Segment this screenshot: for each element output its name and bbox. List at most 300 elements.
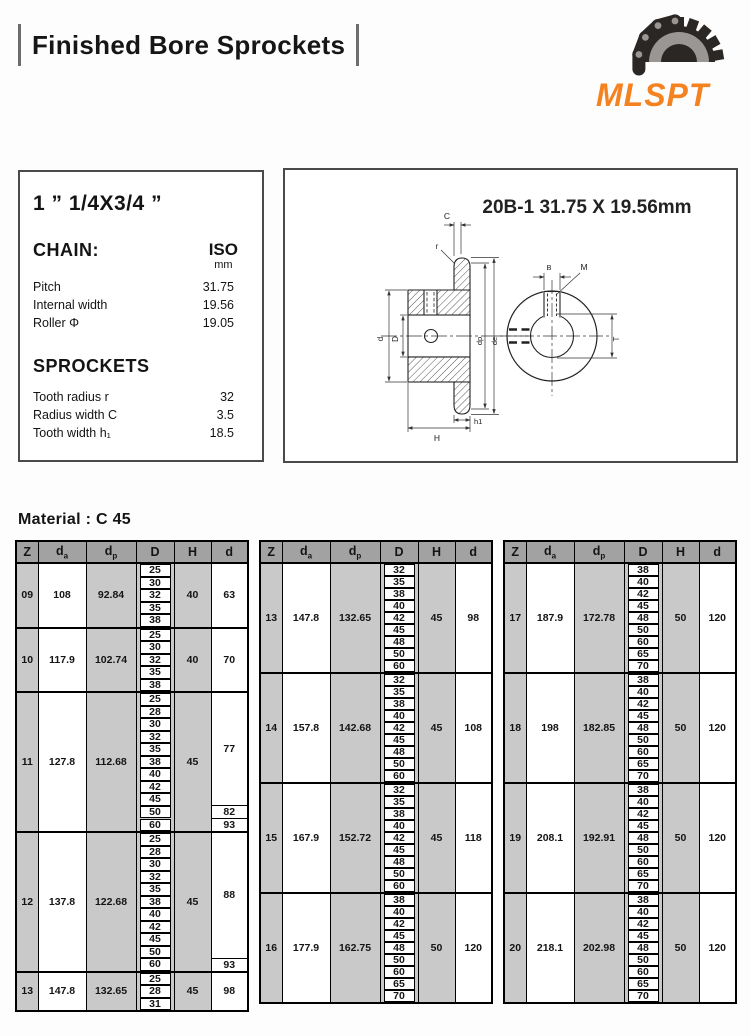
bore-value: 32 [140,654,171,667]
bore-cell [136,628,174,642]
da-cell: 177.9 [282,893,330,1003]
bore-value: 50 [384,758,415,770]
z-cell: 15 [260,783,282,893]
spec-row [33,279,262,296]
bore-cell [380,868,418,880]
dim-label-B: B [546,263,552,272]
bore-cell [624,624,662,636]
bore-cell [624,966,662,978]
bore-cell [380,930,418,942]
h-cell: 45 [174,972,211,1012]
bore-value: 45 [628,600,659,612]
z-cell: 12 [16,832,38,972]
da-cell: 167.9 [282,783,330,893]
d-cell: 120 [699,893,736,1003]
bore-value: 38 [628,564,659,576]
bore-value: 42 [628,808,659,820]
bore-value: 45 [140,933,171,946]
dim-label-h1: h1 [474,417,483,426]
bore-cell [624,673,662,686]
dp-cell: 132.65 [330,563,380,673]
dp-cell: 122.68 [86,832,136,972]
da-cell: 137.8 [38,832,86,972]
bore-cell [136,908,174,921]
bore-value: 28 [140,846,171,859]
bore-value: 45 [628,710,659,722]
bore-cell [136,896,174,909]
bore-cell [624,698,662,710]
col-header-z: Z [504,541,526,563]
dp-cell: 202.98 [574,893,624,1003]
spec-value: 31.75 [202,280,234,294]
bore-value: 42 [628,588,659,600]
bore-value: 50 [384,954,415,966]
bore-cell [380,563,418,576]
bore-cell [136,654,174,667]
bore-cell [136,933,174,946]
bore-value: 45 [384,844,415,856]
bore-cell [624,820,662,832]
spec-label: Pitch [33,280,61,294]
bore-cell [624,648,662,660]
bore-value: 48 [384,636,415,648]
d-cell: 98 [455,563,492,673]
bore-cell [624,990,662,1003]
spec-box [18,170,264,462]
bore-value: 38 [384,808,415,820]
bore-value: 48 [384,856,415,868]
col-header-dp: $d_p$ [86,541,136,563]
bore-cell [624,746,662,758]
d-cell: 93 [211,819,248,833]
bore-value: 50 [628,844,659,856]
bore-cell [380,612,418,624]
bore-cell [380,660,418,673]
spec-value: 3.5 [216,408,234,422]
bore-value: 38 [140,679,171,692]
sprocket-chain-icon [588,12,738,114]
bore-cell [380,906,418,918]
bore-value: 35 [140,883,171,896]
page-header [18,24,359,66]
bore-value: 25 [140,693,171,706]
bore-value: 28 [140,706,171,719]
bore-cell [380,734,418,746]
h-cell: 40 [174,563,211,628]
bore-value: 45 [384,624,415,636]
bore-cell [380,820,418,832]
bore-value: 32 [384,564,415,576]
col-header-z: Z [260,541,282,563]
dim-label-T: T [612,336,621,342]
sprocket-table-3 [503,540,737,1004]
col-header-d: d [211,541,248,563]
bore-cell [380,600,418,612]
bore-cell [624,880,662,893]
bore-value: 40 [384,906,415,918]
bore-value: 45 [628,820,659,832]
bore-value: 48 [628,612,659,624]
bore-value: 60 [384,880,415,892]
bore-cell [136,921,174,934]
da-cell: 198 [526,673,574,783]
bore-value: 25 [140,833,171,846]
h-cell: 40 [174,628,211,693]
bore-cell [624,930,662,942]
bore-cell [380,796,418,808]
z-cell: 18 [504,673,526,783]
bore-cell [624,600,662,612]
bore-value: 50 [628,734,659,746]
spec-row [33,425,262,442]
z-cell: 19 [504,783,526,893]
bore-value: 38 [384,588,415,600]
bore-value: 38 [140,896,171,909]
bore-value: 38 [628,894,659,906]
bore-value: 42 [384,722,415,734]
bore-cell [624,588,662,600]
bore-cell [624,844,662,856]
bore-cell [624,906,662,918]
bore-cell [380,698,418,710]
col-header-d: D [624,541,662,563]
h-cell: 45 [418,563,455,673]
da-cell: 147.8 [282,563,330,673]
z-cell: 14 [260,673,282,783]
bore-value: 25 [140,564,171,577]
bore-cell [136,846,174,859]
d-cell: 63 [211,563,248,628]
h-cell: 50 [418,893,455,1003]
d-cell: 120 [455,893,492,1003]
bore-cell [136,706,174,719]
bore-value: 30 [140,641,171,654]
bore-value: 70 [384,990,415,1002]
z-cell: 09 [16,563,38,628]
bore-value: 45 [628,930,659,942]
bore-cell [624,734,662,746]
bore-value: 38 [384,698,415,710]
sprocket-table-2 [259,540,493,1004]
bore-value: 50 [384,868,415,880]
bore-value: 40 [384,710,415,722]
bore-cell [624,660,662,673]
d-cell: 108 [455,673,492,783]
bore-value: 30 [140,718,171,731]
bore-value: 32 [384,784,415,796]
bore-value: 65 [628,758,659,770]
bore-cell [380,624,418,636]
bore-value: 42 [628,918,659,930]
bore-value: 65 [628,978,659,990]
title-left-bar [18,24,21,66]
bore-cell [380,722,418,734]
bore-value: 60 [384,770,415,782]
d-cell: 98 [211,972,248,1012]
bore-cell [136,871,174,884]
bore-value: 48 [628,832,659,844]
bore-value: 28 [140,985,171,998]
spec-label: Internal width [33,298,108,312]
col-header-d: d [699,541,736,563]
dim-label-D: D [391,336,400,342]
bore-value: 65 [628,648,659,660]
bore-value: 35 [384,686,415,698]
col-header-d: D [136,541,174,563]
page-title: Finished Bore Sprockets [32,29,346,60]
bore-cell [136,806,174,819]
d-cell: 118 [455,783,492,893]
h-cell: 45 [418,783,455,893]
bore-cell [624,954,662,966]
bore-cell [624,563,662,576]
z-cell: 13 [16,972,38,1012]
col-header-da: $d_a$ [526,541,574,563]
unit-standard: ISO [208,240,238,259]
bore-value: 38 [628,784,659,796]
col-header-h: H [662,541,699,563]
bore-cell [624,758,662,770]
bore-cell [136,946,174,959]
h-cell: 50 [662,893,699,1003]
bore-value: 50 [140,946,171,959]
bore-cell [136,563,174,577]
bore-cell [380,978,418,990]
bore-cell [136,743,174,756]
bore-value: 60 [384,966,415,978]
bore-value: 40 [628,576,659,588]
bore-value: 60 [140,819,171,832]
bore-cell [624,918,662,930]
bore-value: 30 [140,577,171,590]
bore-cell [624,636,662,648]
col-header-d: D [380,541,418,563]
bore-cell [136,781,174,794]
bore-cell [624,808,662,820]
bore-cell [380,880,418,893]
z-cell: 10 [16,628,38,693]
sprocket-spec-rows [20,389,262,442]
col-header-dp: $d_p$ [574,541,624,563]
bore-cell [624,783,662,796]
bore-cell [136,985,174,998]
bore-cell [380,990,418,1003]
chain-spec-rows [20,279,262,332]
drawing-title: 20B-1 31.75 X 19.56mm [482,197,692,218]
spec-label: Roller Φ [33,316,80,330]
z-cell: 11 [16,692,38,832]
bore-value: 40 [140,908,171,921]
bore-value: 45 [384,734,415,746]
technical-drawing-box [283,168,738,463]
bore-value: 42 [140,921,171,934]
spec-label: Tooth radius r [33,390,109,404]
bore-cell [136,589,174,602]
bore-value: 38 [384,894,415,906]
bore-cell [380,893,418,906]
bore-cell [380,710,418,722]
bore-value: 35 [140,743,171,756]
bore-cell [136,883,174,896]
z-cell: 20 [504,893,526,1003]
da-cell: 157.8 [282,673,330,783]
bore-value: 60 [140,958,171,971]
h-cell: 45 [418,673,455,783]
dp-cell: 132.65 [86,972,136,1012]
z-cell: 16 [260,893,282,1003]
sprocket-table-1 [15,540,249,1012]
bore-value: 70 [628,990,659,1002]
d-cell: 120 [699,563,736,673]
bore-cell [380,686,418,698]
dp-cell: 92.84 [86,563,136,628]
bore-value: 32 [140,871,171,884]
bore-value: 32 [140,731,171,744]
spec-row [33,315,262,332]
bore-value: 42 [628,698,659,710]
dim-label-de: de [490,336,499,346]
bore-value: 45 [140,793,171,806]
d-cell: 120 [699,673,736,783]
bore-value: 50 [140,806,171,819]
bore-cell [136,819,174,833]
bore-value: 42 [384,918,415,930]
bore-value: 35 [384,796,415,808]
bore-cell [380,844,418,856]
da-cell: 187.9 [526,563,574,673]
bore-value: 32 [140,589,171,602]
bore-value: 48 [628,942,659,954]
bore-value: 48 [628,722,659,734]
bore-cell [136,958,174,972]
bore-value: 65 [384,978,415,990]
dp-cell: 182.85 [574,673,624,783]
bore-value: 25 [140,973,171,986]
dp-cell: 192.91 [574,783,624,893]
bore-cell [624,722,662,734]
bore-cell [380,588,418,600]
bore-cell [380,832,418,844]
bore-value: 60 [628,856,659,868]
bore-value: 31 [140,998,171,1011]
dim-label-r: r [435,242,439,251]
bore-value: 70 [628,880,659,892]
da-cell: 117.9 [38,628,86,693]
bore-value: 40 [628,796,659,808]
d-cell: 77 [211,692,248,806]
col-header-dp: $d_p$ [330,541,380,563]
spec-label: Radius width C [33,408,118,422]
bore-value: 42 [140,781,171,794]
bore-cell [136,793,174,806]
col-header-d: d [455,541,492,563]
bore-value: 70 [628,660,659,672]
bore-cell [136,641,174,654]
z-cell: 13 [260,563,282,673]
da-cell: 208.1 [526,783,574,893]
bore-value: 40 [140,768,171,781]
z-cell: 17 [504,563,526,673]
bore-cell [136,614,174,628]
spec-row [33,389,262,406]
bore-cell [136,679,174,693]
bore-value: 60 [628,636,659,648]
bore-value: 35 [384,576,415,588]
bore-value: 42 [384,612,415,624]
dp-cell: 152.72 [330,783,380,893]
bore-value: 50 [628,954,659,966]
col-header-da: $d_a$ [38,541,86,563]
bore-cell [380,673,418,686]
bore-cell [136,858,174,871]
bore-value: 38 [628,674,659,686]
bore-value: 40 [384,820,415,832]
bore-cell [380,576,418,588]
bore-value: 38 [140,756,171,769]
bore-cell [380,918,418,930]
bore-cell [624,686,662,698]
da-cell: 218.1 [526,893,574,1003]
col-header-z: Z [16,541,38,563]
bore-cell [624,893,662,906]
brand-name: MLSPT [596,77,710,113]
sprockets-heading: SPROCKETS [33,356,150,376]
bore-cell [624,612,662,624]
bore-cell [380,954,418,966]
d-cell: 70 [211,628,248,693]
material-label: Material : C 45 [18,511,131,528]
dp-cell: 112.68 [86,692,136,832]
bore-value: 48 [384,746,415,758]
bore-value: 38 [140,614,171,627]
spec-row [33,407,262,424]
bore-cell [624,978,662,990]
spec-value: 32 [220,390,234,404]
da-cell: 147.8 [38,972,86,1012]
col-header-h: H [174,541,211,563]
bore-cell [380,942,418,954]
dp-cell: 102.74 [86,628,136,693]
bore-value: 32 [384,674,415,686]
bore-cell [136,718,174,731]
bore-value: 60 [628,966,659,978]
bore-cell [624,942,662,954]
dp-cell: 172.78 [574,563,624,673]
bore-cell [136,577,174,590]
bore-cell [136,998,174,1012]
chain-heading: CHAIN: [33,240,99,260]
bore-cell [136,768,174,781]
bore-value: 42 [384,832,415,844]
spec-value: 19.56 [202,298,234,312]
brand-logo [588,12,738,114]
bore-cell [624,576,662,588]
bore-value: 60 [628,746,659,758]
bore-cell [624,868,662,880]
h-cell: 50 [662,783,699,893]
size-title: 1 ” 1/4X3/4 ” [33,192,163,215]
d-cell: 82 [211,806,248,819]
bore-cell [624,832,662,844]
unit-mm: mm [214,259,233,271]
bore-cell [136,602,174,615]
spec-value: 18.5 [209,426,234,440]
bore-value: 65 [628,868,659,880]
bore-value: 40 [628,906,659,918]
bore-cell [380,770,418,783]
spec-value: 19.05 [202,316,234,330]
bore-cell [136,731,174,744]
